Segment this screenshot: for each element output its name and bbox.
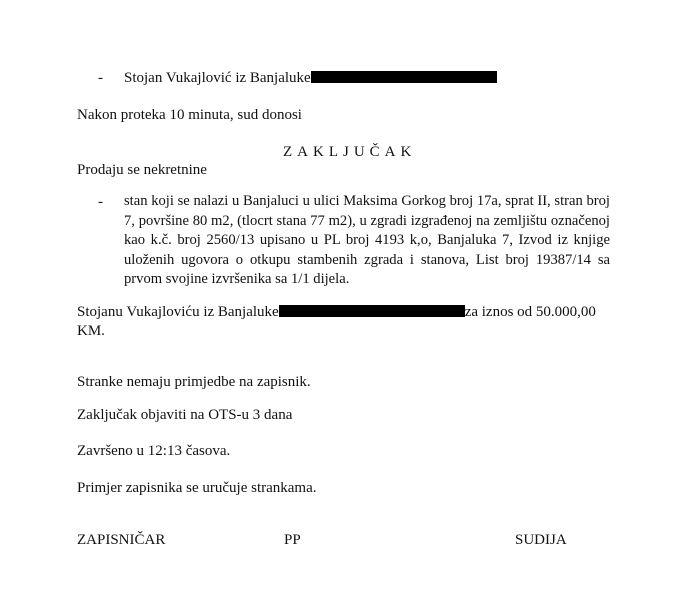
property-bullet: -: [98, 194, 103, 210]
statement-delivery: Primjer zapisnika se uručuje strankama.: [77, 480, 317, 496]
statement-finished: Završeno u 12:13 časova.: [77, 443, 231, 459]
statement-publish: Zaključak objaviti na OTS-u 3 dana: [77, 407, 293, 423]
party-name: Stojan Vukajlović iz Banjaluke: [124, 70, 311, 86]
decision-heading: ZAKLJUČAK: [283, 144, 417, 160]
buyer-amount: za iznos od 50.000,00: [464, 304, 596, 320]
buyer-prefix: Stojanu Vukajloviću iz Banjaluke: [77, 304, 279, 320]
buyer-currency: KM.: [77, 323, 105, 339]
sale-intro: Prodaju se nekretnine: [77, 162, 207, 178]
statement-no-objections: Stranke nemaju primjedbe na zapisnik.: [77, 374, 311, 390]
party-line: [124, 69, 497, 87]
signature-pp: PP: [284, 532, 301, 548]
party-bullet: -: [98, 70, 103, 86]
redacted-buyer-address: [279, 305, 465, 317]
signature-judge: SUDIJA: [515, 532, 567, 548]
property-description: stan koji se nalazi u Banjaluci u ulici Maksima Gorkog broj 17a, sprat II, stran broj 7, površine 80 m2, (tlocrt stana 77 m2), u zgradi izgrađenoj na zemljištu označenoj kao k.č. broj 2560/13 upisano u PL broj 4193 k,o, Banjaluka 7, Izvod iz knjige uloženih ugovora o otkupu stambenih zgrada i stanova, List broj 19387/14 sa prvom svojine izvršenika sa 1/1 dijela.: [124, 193, 610, 287]
buyer-line: [77, 303, 596, 321]
signature-recorder: ZAPISNIČAR: [77, 532, 166, 548]
intro-text: Nakon proteka 10 minuta, sud donosi: [77, 107, 302, 123]
redacted-address: [311, 71, 497, 83]
